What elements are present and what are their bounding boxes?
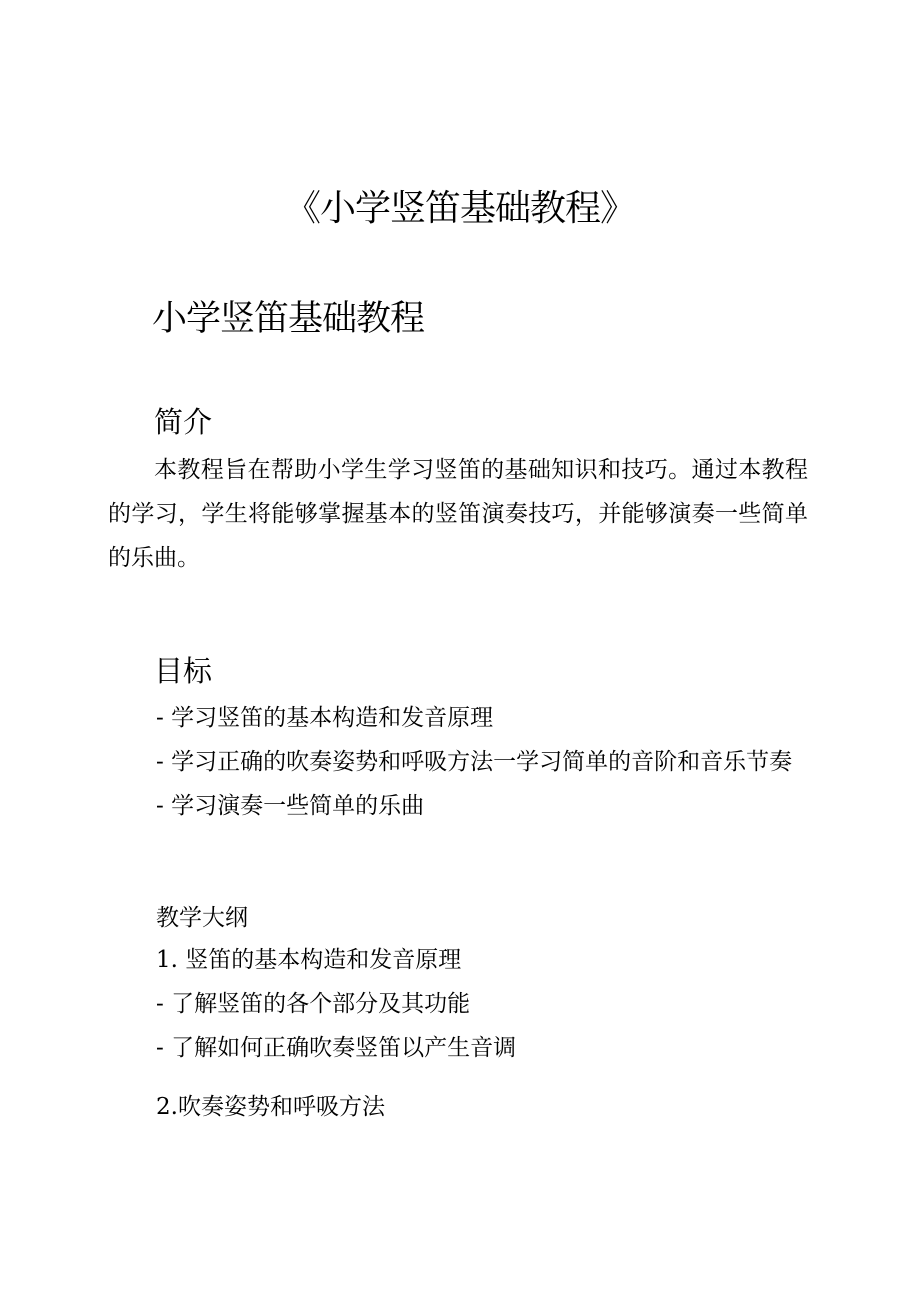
outline-heading: 教学大纲 — [156, 905, 248, 931]
goal-item: - 学习竖笛的基本构造和发音原理 — [156, 705, 494, 731]
outline-section-1-title: 1. 竖笛的基本构造和发音原理 — [156, 947, 462, 973]
outline-item: - 了解竖笛的各个部分及其功能 — [156, 991, 471, 1017]
goals-heading: 目标 — [154, 654, 213, 688]
main-heading: 小学竖笛基础教程 — [152, 299, 425, 339]
goal-item: - 学习演奏一些简单的乐曲 — [156, 793, 425, 819]
goal-item: - 学习正确的吹奏姿势和呼吸方法一学习简单的音阶和音乐节奏 — [156, 749, 793, 775]
intro-paragraph: 本教程旨在帮助小学生学习竖笛的基础知识和技巧。通过本教程的学习，学生将能够掌握基本的竖笛演奏技巧，并能够演奏一些简单的乐曲。 — [108, 457, 808, 571]
outline-section-2-title: 2.吹奏姿势和呼吸方法 — [156, 1094, 385, 1120]
outline-item: - 了解如何正确吹奏竖笛以产生音调 — [156, 1035, 517, 1061]
document-title: 《小学竖笛基础教程》 — [284, 188, 635, 229]
intro-heading: 简介 — [154, 405, 213, 439]
